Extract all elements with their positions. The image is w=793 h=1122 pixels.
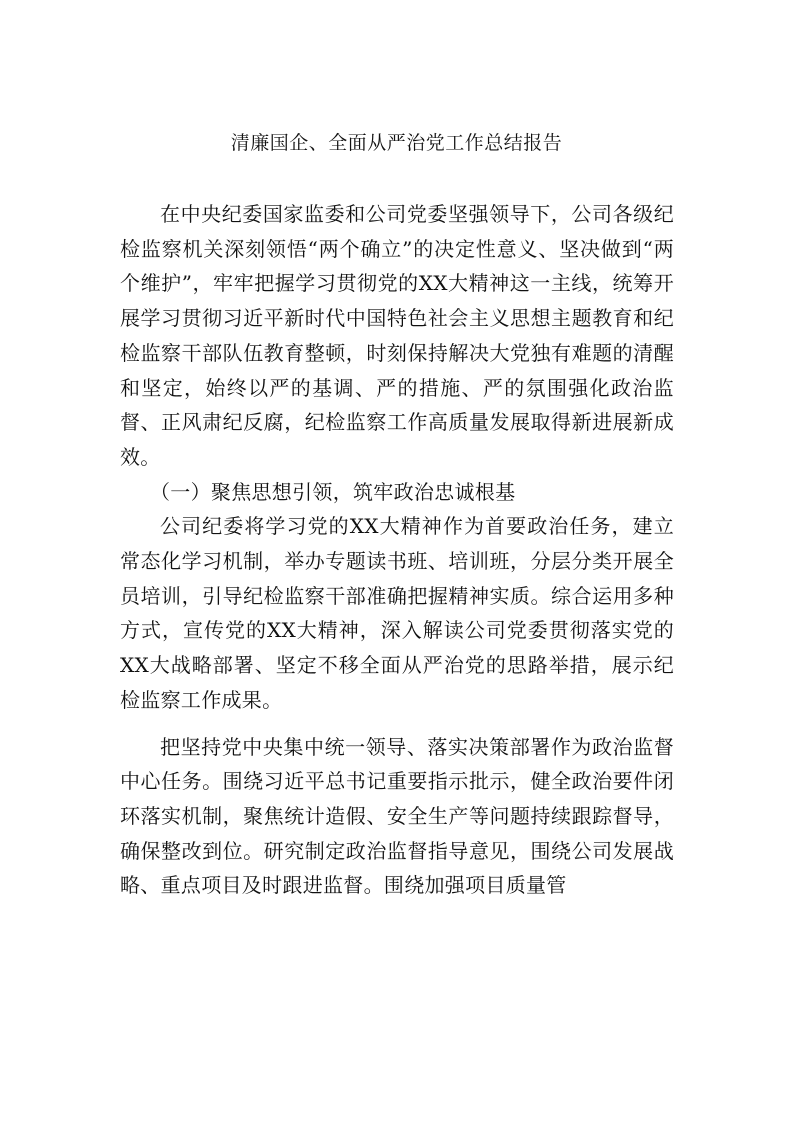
body-paragraph: 把坚持党中央集中统一领导、落实决策部署作为政治监督中心任务。围绕习近平总书记重要指示批示，健全政治要件闭环落实机制，聚焦统计造假、安全生产等问题持续跟踪督导，确保整改到位。研究制定政治监督指导意见，围绕公司发展战略、重点项目及时跟进监督。围绕加强项目质量管 bbox=[120, 734, 674, 898]
body-paragraph: 公司纪委将学习党的XX大精神作为首要政治任务，建立常态化学习机制，举办专题读书班、培训班，分层分类开展全员培训，引导纪检监察干部准确把握精神实质。综合运用多种方式，宣传党的XX大精神，深入解读公司党委贯彻落实党的XX大战略部署、坚定不移全面从严治党的思路举措，展示纪检监察工作成果。 bbox=[120, 514, 674, 712]
section-heading: （一）聚焦思想引领，筑牢政治忠诚根基 bbox=[150, 479, 516, 504]
document-title: 清廉国企、全面从严治党工作总结报告 bbox=[230, 132, 563, 154]
document-body bbox=[120, 197, 674, 903]
intro-paragraph: 在中央纪委国家监委和公司党委坚强领导下，公司各级纪检监察机关深刻领悟“两个确立”的决定性意义、坚决做到“两个维护”，牢牢把握学习贯彻党的XX大精神这一主线，统筹开展学习贯彻习近平新时代中国特色社会主义思想主题教育和纪检监察干部队伍教育整顿，时刻保持解决大党独有难题的清醒和坚定，始终以严的基调、严的措施、严的氛围强化政治监督、正风肃纪反腐，纪检监察工作高质量发展取得新进展新成效。 bbox=[120, 202, 674, 469]
paragraph-spacer bbox=[120, 718, 674, 730]
